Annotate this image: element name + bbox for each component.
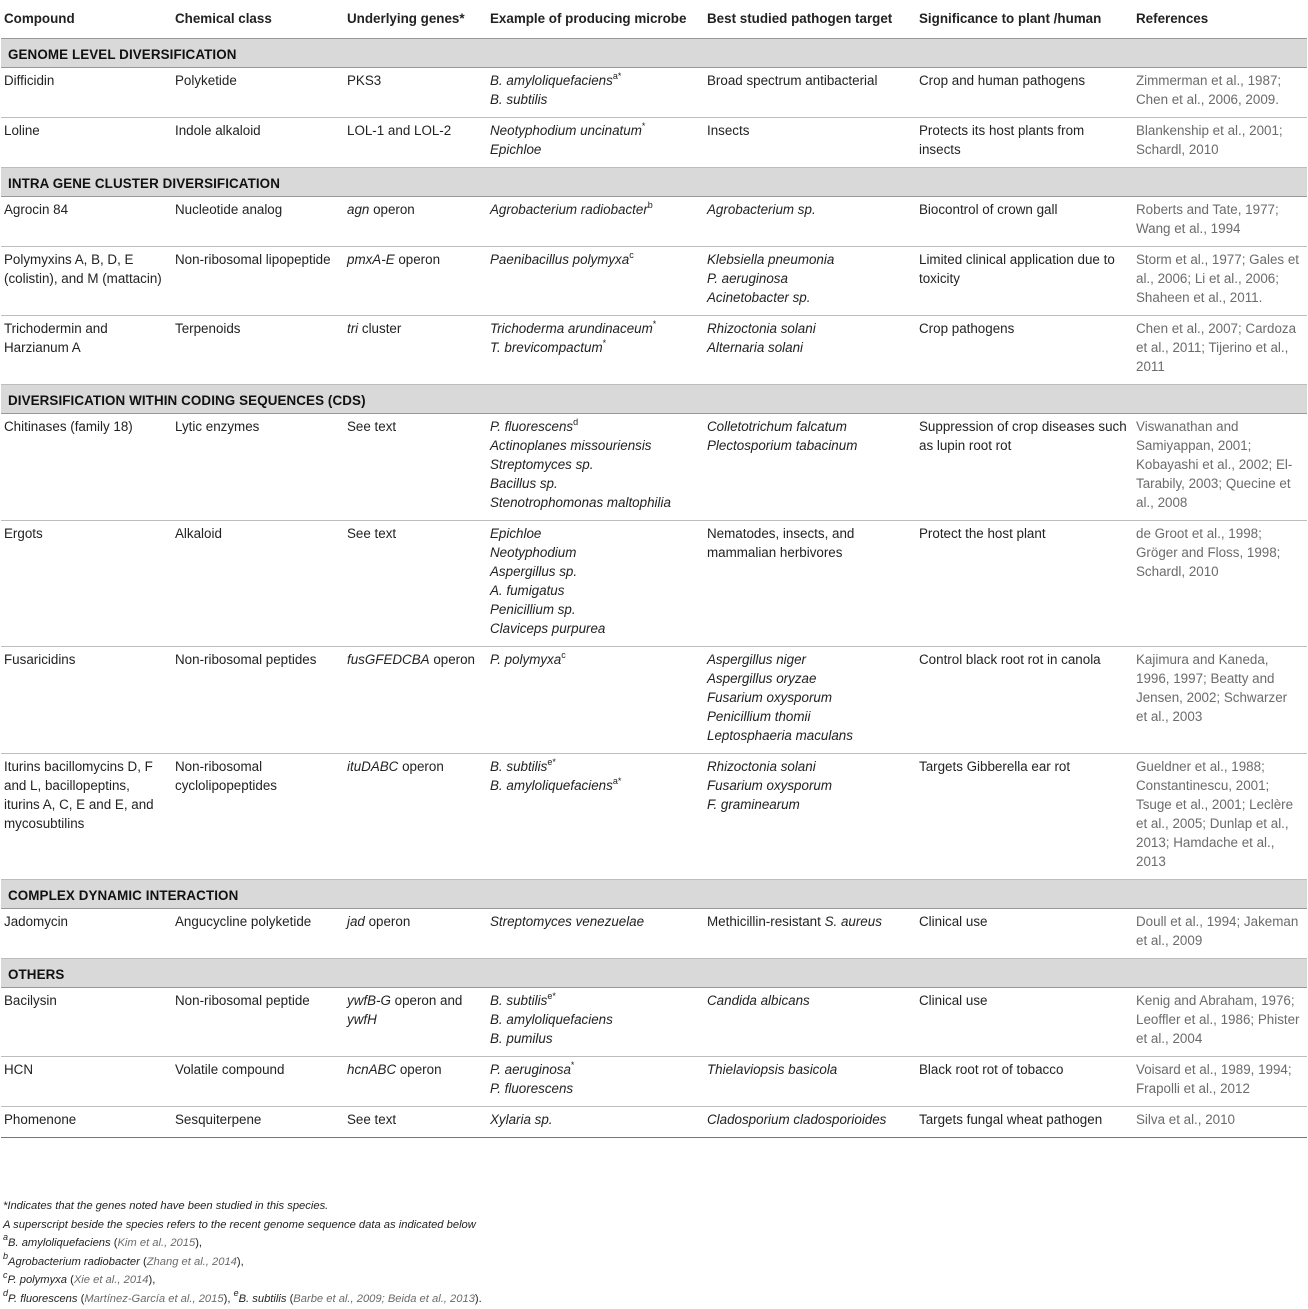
footnote-a-ref[interactable]: Kim et al., 2015 xyxy=(117,1237,196,1250)
gene-symbol: ywfB-G xyxy=(347,993,391,1008)
footnote-b: $^b$Agrobacterium radiobacter (Zhang et al., 2014), xyxy=(3,1251,244,1268)
table-row xyxy=(1,647,1307,754)
target-item: Fusarium oxysporum xyxy=(707,690,833,705)
section-title: OTHERS xyxy=(1,959,1307,988)
target-item: Fusarium oxysporum xyxy=(707,778,833,793)
microbe-superscript: a* xyxy=(612,70,622,81)
cell-genes: PKS3 xyxy=(344,68,487,118)
header-underlying-genes: Underlying genes* xyxy=(344,0,487,39)
section-row xyxy=(1,880,1307,909)
cell-chemical-class: Polyketide xyxy=(172,68,344,118)
footnote-d-e: $^d$P. fluorescens (Martínez-García et al., 2015), $^e$B. subtilis (Barbe et al., 2009; Beida et al., 2013). xyxy=(3,1288,482,1305)
target-item: Insects xyxy=(707,123,750,138)
footnote-c-species: P. polymyxa xyxy=(7,1274,67,1287)
compound-table xyxy=(1,0,1307,1138)
cell-significance: Clinical use xyxy=(916,988,1133,1057)
cell-chemical-class: Indole alkaloid xyxy=(172,118,344,168)
microbe-superscript: e* xyxy=(547,756,556,767)
footnote-c: $^c$P. polymyxa (Xie et al., 2014), xyxy=(3,1269,156,1287)
cell-references[interactable]: Kenig and Abraham, 1976; Leoffler et al., 1986; Phister et al., 2004 xyxy=(1133,988,1307,1057)
target-item: Rhizoctonia solani xyxy=(707,321,816,336)
microbe-superscript: c xyxy=(629,249,634,260)
microbe-superscript: * xyxy=(652,318,657,329)
microbe-name: Streptomyces venezuelae xyxy=(490,914,645,929)
cell-chemical-class: Non-ribosomal peptide xyxy=(172,988,344,1057)
microbe-superscript: c xyxy=(561,649,566,660)
cell-genes xyxy=(344,647,487,754)
footnote-d-ref[interactable]: Martínez-García et al., 2015 xyxy=(84,1292,224,1305)
cell-chemical-class: Sesquiterpene xyxy=(172,1107,344,1138)
cell-genes: See text xyxy=(344,414,487,521)
cell-producing-microbe xyxy=(487,68,704,118)
cell-compound: Agrocin 84 xyxy=(1,197,172,247)
cell-compound: Trichodermin and Harzianum A xyxy=(1,316,172,385)
cell-compound: Chitinases (family 18) xyxy=(1,414,172,521)
microbe-name: P. fluorescens xyxy=(490,1081,574,1096)
cell-chemical-class: Terpenoids xyxy=(172,316,344,385)
microbe-superscript: * xyxy=(602,337,607,348)
target-item: Broad spectrum antibacterial xyxy=(707,73,878,88)
target-item: Candida albicans xyxy=(707,993,810,1008)
microbe-name: Epichloe xyxy=(490,142,542,157)
table-row xyxy=(1,247,1307,316)
table-row xyxy=(1,68,1307,118)
cell-references[interactable]: Chen et al., 2007; Cardoza et al., 2011; Tijerino et al., 2011 xyxy=(1133,316,1307,385)
section-row xyxy=(1,959,1307,988)
cell-producing-microbe xyxy=(487,247,704,316)
table-footnotes xyxy=(3,1197,1303,1309)
cell-references[interactable]: Voisard et al., 1989, 1994; Frapolli et al., 2012 xyxy=(1133,1057,1307,1107)
cell-pathogen-target xyxy=(704,754,916,880)
footnote-c-marker: c xyxy=(3,1269,8,1280)
microbe-superscript: a* xyxy=(612,775,622,786)
cell-significance: Targets fungal wheat pathogen xyxy=(916,1107,1133,1138)
cell-compound: Loline xyxy=(1,118,172,168)
table-row xyxy=(1,1107,1307,1138)
table-row xyxy=(1,118,1307,168)
cell-genes xyxy=(344,988,487,1057)
microbe-name: Bacillus sp. xyxy=(490,476,558,491)
cell-pathogen-target xyxy=(704,909,916,959)
cell-pathogen-target xyxy=(704,1057,916,1107)
cell-producing-microbe xyxy=(487,414,704,521)
cell-compound: Ergots xyxy=(1,521,172,647)
header-row xyxy=(1,0,1307,39)
cell-significance: Crop and human pathogens xyxy=(916,68,1133,118)
gene-suffix: operon xyxy=(429,652,476,667)
cell-chemical-class: Lytic enzymes xyxy=(172,414,344,521)
cell-chemical-class: Angucycline polyketide xyxy=(172,909,344,959)
target-item: Penicillium thomii xyxy=(707,709,811,724)
microbe-name: B. subtilis xyxy=(490,993,548,1008)
cell-pathogen-target xyxy=(704,68,916,118)
cell-references[interactable]: Zimmerman et al., 1987; Chen et al., 2006, 2009. xyxy=(1133,68,1307,118)
microbe-name: Streptomyces sp. xyxy=(490,457,594,472)
cell-pathogen-target xyxy=(704,316,916,385)
cell-genes xyxy=(344,316,487,385)
gene-suffix: operon xyxy=(398,759,444,774)
section-title: INTRA GENE CLUSTER DIVERSIFICATION xyxy=(1,168,1307,197)
cell-compound: Fusaricidins xyxy=(1,647,172,754)
cell-genes: See text xyxy=(344,1107,487,1138)
cell-pathogen-target xyxy=(704,521,916,647)
cell-genes xyxy=(344,247,487,316)
gene-suffix: operon xyxy=(394,252,441,267)
target-item: P. aeruginosa xyxy=(707,271,788,286)
footnote-intro: A superscript beside the species refers to the recent genome sequence data as indicated below xyxy=(3,1218,476,1231)
target-item: Aspergillus oryzae xyxy=(707,671,817,686)
target-item: Alternaria solani xyxy=(707,340,804,355)
footnote-e-species: B. subtilis xyxy=(238,1292,287,1305)
microbe-name: Xylaria sp. xyxy=(490,1112,553,1127)
gene-symbol: ywfH xyxy=(347,1012,377,1027)
target-item: Klebsiella pneumonia xyxy=(707,252,835,267)
microbe-name: B. amyloliquefaciens xyxy=(490,778,613,793)
gene-symbol: pmxA-E xyxy=(347,252,395,267)
cell-pathogen-target xyxy=(704,988,916,1057)
cell-compound: Polymyxins A, B, D, E (colistin), and M (mattacin) xyxy=(1,247,172,316)
cell-producing-microbe xyxy=(487,1107,704,1138)
footnote-b-marker: b xyxy=(3,1251,9,1262)
microbe-superscript: * xyxy=(570,1059,575,1070)
cell-chemical-class: Non-ribosomal peptides xyxy=(172,647,344,754)
microbe-name: Trichoderma arundinaceum xyxy=(490,321,653,336)
cell-compound: Difficidin xyxy=(1,68,172,118)
cell-references[interactable]: Kajimura and Kaneda, 1996, 1997; Beatty and Jensen, 2002; Schwarzer et al., 2003 xyxy=(1133,647,1307,754)
cell-producing-microbe xyxy=(487,197,704,247)
section-title: DIVERSIFICATION WITHIN CODING SEQUENCES (CDS) xyxy=(1,385,1307,414)
section-row xyxy=(1,39,1307,68)
gene-symbol: fusGFEDCBA xyxy=(347,652,430,667)
footnote-b-ref[interactable]: Zhang et al., 2014 xyxy=(146,1255,237,1268)
table-row xyxy=(1,988,1307,1057)
footnote-e-ref[interactable]: Barbe et al., 2009; Beida et al., 2013 xyxy=(293,1292,475,1305)
cell-references[interactable]: de Groot et al., 1998; Gröger and Floss, 1998; Schardl, 2010 xyxy=(1133,521,1307,647)
cell-references[interactable]: Viswanathan and Samiyappan, 2001; Kobayashi et al., 2002; El-Tarabily, 2003; Quecine et al., 2008 xyxy=(1133,414,1307,521)
cell-significance: Protects its host plants from insects xyxy=(916,118,1133,168)
cell-producing-microbe xyxy=(487,988,704,1057)
cell-producing-microbe xyxy=(487,754,704,880)
microbe-superscript: b xyxy=(647,199,653,210)
microbe-name: Penicillium sp. xyxy=(490,602,576,617)
cell-pathogen-target xyxy=(704,414,916,521)
cell-genes: LOL-1 and LOL-2 xyxy=(344,118,487,168)
gene-suffix: operon xyxy=(396,1062,442,1077)
table-body xyxy=(1,39,1307,1138)
gene-symbol: hcnABC xyxy=(347,1062,397,1077)
microbe-name: P. polymyxa xyxy=(490,652,562,667)
microbe-name: P. aeruginosa xyxy=(490,1062,571,1077)
target-item: Aspergillus niger xyxy=(707,652,806,667)
microbe-name: Aspergillus sp. xyxy=(490,564,578,579)
table-row xyxy=(1,316,1307,385)
cell-compound: Bacilysin xyxy=(1,988,172,1057)
cell-compound: HCN xyxy=(1,1057,172,1107)
microbe-name: B. subtilis xyxy=(490,759,548,774)
microbe-name: Stenotrophomonas maltophilia xyxy=(490,495,671,510)
header-producing-microbe: Example of producing microbe xyxy=(487,0,704,39)
gene-suffix: operon xyxy=(364,914,411,929)
cell-significance: Suppression of crop diseases such as lupin root rot xyxy=(916,414,1133,521)
cell-producing-microbe xyxy=(487,521,704,647)
cell-significance: Black root rot of tobacco xyxy=(916,1057,1133,1107)
target-item: Thielaviopsis basicola xyxy=(707,1062,838,1077)
cell-references[interactable]: Doull et al., 1994; Jakeman et al., 2009 xyxy=(1133,909,1307,959)
cell-pathogen-target xyxy=(704,247,916,316)
target-item: Leptosphaeria maculans xyxy=(707,728,853,743)
cell-compound: Phomenone xyxy=(1,1107,172,1138)
cell-producing-microbe xyxy=(487,118,704,168)
cell-significance: Crop pathogens xyxy=(916,316,1133,385)
header-significance: Significance to plant /human xyxy=(916,0,1133,39)
cell-significance: Limited clinical application due to toxicity xyxy=(916,247,1133,316)
table-row xyxy=(1,521,1307,647)
microbe-name: Neotyphodium xyxy=(490,545,577,560)
header-pathogen-target: Best studied pathogen target xyxy=(704,0,916,39)
table-row xyxy=(1,1057,1307,1107)
cell-genes xyxy=(344,754,487,880)
microbe-name: Epichloe xyxy=(490,526,542,541)
cell-genes xyxy=(344,1057,487,1107)
target-item: Rhizoctonia solani xyxy=(707,759,816,774)
target-item: S. aureus xyxy=(824,914,882,929)
microbe-superscript: e* xyxy=(547,990,556,1001)
target-item: Cladosporium cladosporioides xyxy=(707,1112,887,1127)
cell-references[interactable]: Silva et al., 2010 xyxy=(1133,1107,1307,1138)
microbe-name: Claviceps purpurea xyxy=(490,621,606,636)
microbe-name: B. amyloliquefaciens xyxy=(490,1012,613,1027)
cell-pathogen-target xyxy=(704,1107,916,1138)
header-references: References xyxy=(1133,0,1307,39)
cell-significance: Control black root rot in canola xyxy=(916,647,1133,754)
cell-chemical-class: Nucleotide analog xyxy=(172,197,344,247)
cell-chemical-class: Alkaloid xyxy=(172,521,344,647)
header-compound: Compound xyxy=(1,0,172,39)
cell-compound: Jadomycin xyxy=(1,909,172,959)
microbe-name: B. amyloliquefaciens xyxy=(490,73,613,88)
microbe-name: T. brevicompactum xyxy=(490,340,603,355)
microbe-name: Paenibacillus polymyxa xyxy=(490,252,630,267)
cell-chemical-class: Non-ribosomal cyclolipopeptides xyxy=(172,754,344,880)
gene-symbol: agn xyxy=(347,202,370,217)
footnote-a-species: B. amyloliquefaciens xyxy=(8,1237,111,1250)
cell-compound: Iturins bacillomycins D, F and L, bacillopeptins, iturins A, C, E and E, and mycosubtilins xyxy=(1,754,172,880)
cell-producing-microbe xyxy=(487,909,704,959)
gene-symbol: tri xyxy=(347,321,359,336)
footnote-a-marker: a xyxy=(3,1232,9,1243)
cell-producing-microbe xyxy=(487,316,704,385)
footnote-star: *Indicates that the genes noted have been studied in this species. xyxy=(3,1200,329,1212)
cell-chemical-class: Non-ribosomal lipopeptide xyxy=(172,247,344,316)
footnote-b-species: Agrobacterium radiobacter xyxy=(8,1255,140,1268)
footnote-e-marker: e xyxy=(233,1288,239,1299)
cell-significance: Clinical use xyxy=(916,909,1133,959)
microbe-name: Agrobacterium radiobacter xyxy=(490,202,648,217)
table-row xyxy=(1,754,1307,880)
target-item: Nematodes, insects, and mammalian herbivores xyxy=(707,526,855,560)
cell-references[interactable]: Blankenship et al., 2001; Schardl, 2010 xyxy=(1133,118,1307,168)
microbe-superscript: d xyxy=(573,416,579,427)
cell-significance: Biocontrol of crown gall xyxy=(916,197,1133,247)
table-row xyxy=(1,414,1307,521)
cell-references[interactable]: Storm et al., 1977; Gales et al., 2006; Li et al., 2006; Shaheen et al., 2011. xyxy=(1133,247,1307,316)
footnote-d-marker: d xyxy=(3,1288,9,1299)
table-row xyxy=(1,197,1307,247)
gene-symbol: jad xyxy=(347,914,365,929)
section-row xyxy=(1,168,1307,197)
microbe-name: A. fumigatus xyxy=(490,583,565,598)
cell-significance: Protect the host plant xyxy=(916,521,1133,647)
microbe-name: B. subtilis xyxy=(490,92,548,107)
table-row xyxy=(1,909,1307,959)
cell-pathogen-target xyxy=(704,647,916,754)
footnote-a: $^a$B. amyloliquefaciens (Kim et al., 2015), xyxy=(3,1232,203,1250)
target-item: Methicillin-resistant xyxy=(707,914,825,929)
gene-suffix: cluster xyxy=(358,321,402,336)
microbe-name: Neotyphodium uncinatum xyxy=(490,123,642,138)
header-chemical-class: Chemical class xyxy=(172,0,344,39)
section-row xyxy=(1,385,1307,414)
cell-chemical-class: Volatile compound xyxy=(172,1057,344,1107)
gene-suffix: operon and xyxy=(390,993,463,1008)
microbe-superscript: * xyxy=(641,120,646,131)
cell-references[interactable]: Gueldner et al., 1988; Constantinescu, 2001; Tsuge et al., 2001; Leclère et al., 2005; Dunlap et al., 2013; Hamdache et al., 2013 xyxy=(1133,754,1307,880)
section-title: COMPLEX DYNAMIC INTERACTION xyxy=(1,880,1307,909)
target-item: F. graminearum xyxy=(707,797,800,812)
target-item: Agrobacterium sp. xyxy=(707,202,816,217)
cell-genes xyxy=(344,197,487,247)
microbe-name: B. pumilus xyxy=(490,1031,553,1046)
cell-references[interactable]: Roberts and Tate, 1977; Wang et al., 1994 xyxy=(1133,197,1307,247)
cell-pathogen-target xyxy=(704,118,916,168)
cell-genes: See text xyxy=(344,521,487,647)
gene-suffix: operon xyxy=(369,202,415,217)
target-item: Plectosporium tabacinum xyxy=(707,438,858,453)
cell-genes xyxy=(344,909,487,959)
footnote-d-species: P. fluorescens xyxy=(8,1292,78,1305)
gene-symbol: ituDABC xyxy=(347,759,399,774)
cell-pathogen-target xyxy=(704,197,916,247)
section-title: GENOME LEVEL DIVERSIFICATION xyxy=(1,39,1307,68)
footnote-c-ref[interactable]: Xie et al., 2014 xyxy=(73,1274,149,1287)
target-item: Colletotrichum falcatum xyxy=(707,419,847,434)
microbe-name: P. fluorescens xyxy=(490,419,574,434)
target-item: Acinetobacter sp. xyxy=(707,290,811,305)
microbe-name: Actinoplanes missouriensis xyxy=(490,438,652,453)
cell-significance: Targets Gibberella ear rot xyxy=(916,754,1133,880)
cell-producing-microbe xyxy=(487,647,704,754)
cell-producing-microbe xyxy=(487,1057,704,1107)
